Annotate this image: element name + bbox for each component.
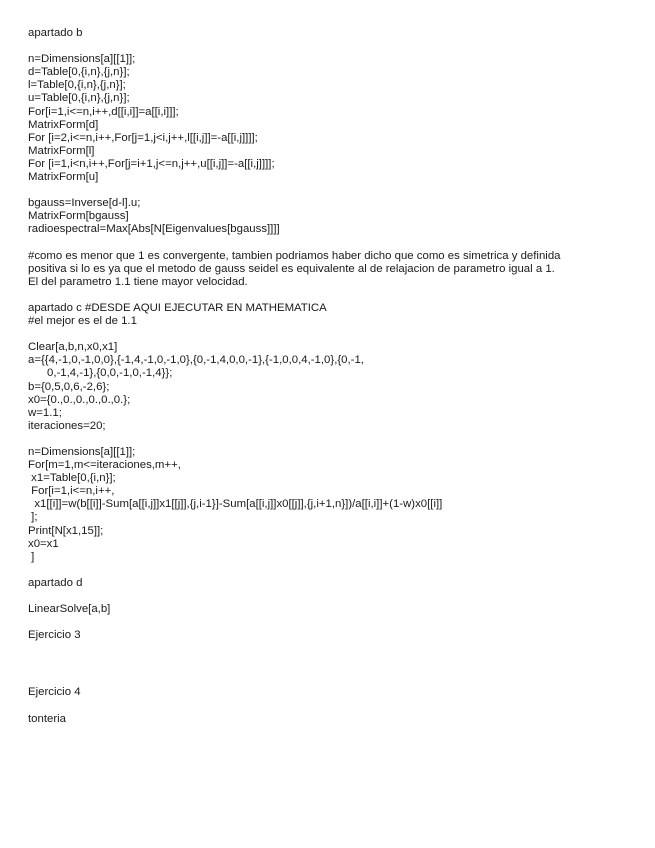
exercise-4-heading: Ejercicio 4 — [28, 686, 81, 699]
code-block-c2-line: x0=x1 — [28, 537, 59, 550]
code-block-b2 — [28, 197, 628, 236]
section-header-c — [28, 302, 628, 328]
section-header-b: apartado b — [28, 27, 83, 39]
comment-paragraph-line: positiva si lo es ya que el metodo de gauss seidel es equivalente al de relajacion de parametro igual a 1. — [28, 262, 555, 275]
code-block-b-line: For [i=2,i<=n,i++,For[j=1,j<i,j++,l[[i,j]]=-a[[i,j]]]]; — [28, 131, 258, 144]
section-header-d: apartado d — [28, 576, 83, 589]
code-block-b-line: n=Dimensions[a][[1]]; — [28, 53, 136, 66]
document-body — [28, 27, 628, 726]
code-block-b-line: MatrixForm[l] — [28, 144, 95, 157]
comment-paragraph-line: #como es menor que 1 es convergente, tambien podriamos haber dicho que como es simetrica y definida — [28, 249, 561, 262]
code-block-c2-line: For[i=1,i<=n,i++, — [28, 485, 115, 498]
final-note: tonteria — [28, 712, 66, 725]
code-block-b2-line: MatrixForm[bgauss] — [28, 210, 129, 223]
code-block-b-line: For [i=1,i<n,i++,For[j=i+1,j<=n,j++,u[[i,j]]=-a[[i,j]]]]; — [28, 157, 275, 170]
code-block-b2-line: bgauss=Inverse[d-l].u; — [28, 197, 141, 210]
code-block-b-line: MatrixForm[u] — [28, 171, 99, 184]
code-block-b-line: l=Table[0,{i,n},{j,n}]; — [28, 79, 126, 92]
code-block-c-line: w=1.1; — [28, 406, 62, 419]
code-block-c-line: b={0,5,0,6,-2,6}; — [28, 380, 110, 393]
comment-paragraph-line: El del parametro 1.1 tiene mayor velocidad. — [28, 275, 248, 288]
code-block-c2-line: Print[N[x1,15]]; — [28, 524, 104, 537]
code-block-c-line: Clear[a,b,n,x0,x1] — [28, 341, 118, 354]
code-block-b-line: MatrixForm[d] — [28, 118, 99, 131]
code-block-b-line: u=Table[0,{i,n},{j,n}]; — [28, 92, 130, 105]
code-block-c — [28, 341, 628, 433]
exercise-3-heading: Ejercicio 3 — [28, 629, 81, 642]
code-block-c2-line: n=Dimensions[a][[1]]; — [28, 446, 136, 458]
code-block-c-line: 0,-1,4,-1},{0,0,-1,0,-1,4}}; — [28, 367, 173, 380]
code-block-c-line: x0={0.,0.,0.,0.,0.,0.}; — [28, 393, 131, 406]
code-linear-solve: LinearSolve[a,b] — [28, 603, 111, 616]
code-block-c-line: a={{4,-1,0,-1,0,0},{-1,4,-1,0,-1,0},{0,-1,4,0,0,-1},{-1,0,0,4,-1,0},{0,-1, — [28, 354, 364, 367]
code-block-c2 — [28, 446, 628, 564]
code-block-c2-line: ]; — [28, 511, 38, 524]
code-block-c2-line: x1[[i]]=w(b[[i]]-Sum[a[[i,j]]x1[[j]],{j,i-1}]-Sum[a[[i,j]]x0[[j]],{j,i+1,n}])/a[[i,i]]+(1-w)x0[[i]] — [28, 498, 443, 511]
code-block-c-line: iteraciones=20; — [28, 419, 106, 432]
code-block-b-line: For[i=1,i<=n,i++,d[[i,i]]=a[[i,i]]]; — [28, 105, 179, 118]
code-block-c2-line: x1=Table[0,{i,n}]; — [28, 472, 116, 485]
code-block-b2-line: radioespectral=Max[Abs[N[Eigenvalues[bgauss]]]] — [28, 223, 280, 236]
code-block-c2-line: For[m=1,m<=iteraciones,m++, — [28, 459, 181, 472]
code-block-b — [28, 53, 628, 184]
code-block-c2-line: ] — [28, 550, 35, 563]
code-block-b-line: d=Table[0,{i,n},{j,n}]; — [28, 66, 130, 79]
section-header-c-line: #el mejor es el de 1.1 — [28, 315, 137, 328]
section-header-c-line: apartado c #DESDE AQUI EJECUTAR EN MATHEMATICA — [28, 301, 327, 314]
comment-paragraph — [28, 250, 628, 289]
